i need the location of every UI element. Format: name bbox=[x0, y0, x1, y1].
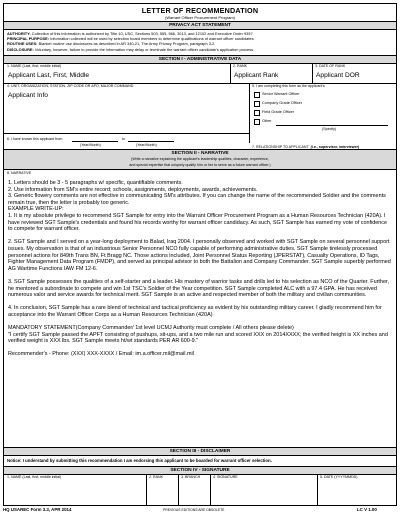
applicant-name-field[interactable]: Applicant Last, First, Middle bbox=[8, 72, 89, 79]
signer-branch-field[interactable] bbox=[179, 481, 209, 503]
narrative-paragraph-1: 1. It is my absolute privilege to recommend SGT Sample for entry into the Warrant Officer Procurement Program as a Human Resources Technician (420A). I have reviewed SGT Sample's credentials and found his records worthy for warrant officer candidacy. As such, SGT Sample has earned my vote of confidence to compete for warrant officer. bbox=[8, 212, 388, 233]
rank-label: 2. RANK bbox=[233, 64, 247, 68]
form-title: LETTER OF RECOMMENDATION bbox=[141, 6, 259, 15]
field-grade-officer-label: Field Grade Officer bbox=[262, 110, 295, 114]
section-1-band: SECTION I - ADMINISTRATIVE DATA bbox=[4, 56, 396, 63]
obsolete-notice: PREVIOUS EDITIONS ARE OBSOLETE bbox=[163, 508, 225, 512]
date-of-rank-label: 3. DATE OF RANK bbox=[315, 64, 346, 68]
company-grade-officer-checkbox[interactable] bbox=[254, 101, 260, 107]
completing-as-label: 5. I am completing this form as the applicant's bbox=[252, 84, 325, 88]
section-3-band: SECTION III - DISCLAIMER bbox=[4, 448, 396, 455]
form-subtitle: (Warrant Officer Procurement Program) bbox=[164, 15, 236, 20]
narrative-instructions: (Write a narrative explaining the applicant's leadership qualities, character, experience, and special expertise that uniquely qualify him or her to serve as a future warrant officer.) bbox=[4, 157, 396, 169]
date-label: 5. DATE (YYYYMMDD) bbox=[320, 475, 358, 479]
known-from-field[interactable] bbox=[72, 141, 118, 142]
signer-name-field[interactable] bbox=[5, 481, 145, 503]
name-label: 1. NAME (Last, first, middle initial) bbox=[7, 64, 62, 68]
known-to-label: to bbox=[122, 137, 125, 141]
narrative-guidance-3: 3. Generic flowery comments are not effective in communicating SM's attributes. If you can change the name of the recommended Soldier and the comments remain true, then the letter is probably too generic. bbox=[8, 193, 386, 206]
form-border bbox=[3, 3, 397, 506]
other-checkbox[interactable] bbox=[254, 119, 260, 125]
signer-name-label: 1. NAME (Last, first, middle initial) bbox=[7, 475, 62, 479]
company-grade-officer-label: Company Grade Officer bbox=[262, 101, 303, 105]
unit-label: 4. UNIT, ORGANIZATION, STATION, ZIP CODE OR APO, MAJOR COMMAND bbox=[7, 84, 134, 88]
field-grade-officer-checkbox[interactable] bbox=[254, 110, 260, 116]
date-field[interactable] bbox=[318, 481, 394, 503]
applicant-rank-field[interactable]: Applicant Rank bbox=[234, 72, 279, 79]
example-heading: EXAMPLE WRITE-UP: bbox=[8, 206, 64, 213]
signer-rank-label: 2. RANK bbox=[149, 475, 163, 479]
known-from-label: 6. I have known this applicant from bbox=[7, 137, 63, 141]
recommender-contact: Recommender's - Phone: (XXX) XXX-XXXX / Email: im.a.officer.mil@mail.mil bbox=[8, 351, 194, 358]
narrative-field[interactable] bbox=[8, 180, 392, 358]
narrative-paragraph-3: 3. SGT Sample possesses the qualities of a self-starter and a leader. His mastery of warrior tasks and drills led to his selection as NCO of the Quarter. Further, he mentored a subordinate to compete and win 1st TSC's Soldier of the Year competition. SGT Sample completed ALC with a 97.4 GPA. He has received numerous valor and service awards for technical merit. SGT Sample is an active and respected member of both the military and civilian communities. bbox=[8, 278, 389, 299]
signature-field[interactable] bbox=[211, 481, 316, 503]
applicant-unit-field[interactable]: Applicant Info bbox=[8, 92, 48, 99]
senior-warrant-officer-label: Senior Warrant Officer bbox=[262, 92, 300, 96]
mandatory-statement: "I certify SGT Sample passed the APFT consisting of pushups, sit-ups, and a two mile run and scored XXX on 2014XXXX; the verified height is XX inches and verified weight is XXX lbs. SGT Sample meets ht/wt standards PER AR 600-9." bbox=[8, 331, 388, 345]
to-year-month-caption: (Year/Month) bbox=[136, 143, 157, 147]
applicant-dor-field[interactable]: Applicant DOR bbox=[316, 72, 360, 79]
from-year-month-caption: (Year/Month) bbox=[80, 143, 101, 147]
section-2-band: SECTION II - NARRATIVE bbox=[4, 150, 396, 157]
disclaimer-text: Notice: I understand by submitting this recommendation I am endorsing this applicant to be boarded for warrant officer selection. bbox=[7, 458, 272, 463]
section-4-band: SECTION IV - SIGNATURE bbox=[4, 467, 396, 474]
form-page bbox=[3, 3, 397, 515]
privacy-act-statement: AUTHORITY: Collection of this information is authorized by Title 10, USC, Sections 503, 555, 566, 3013, and 12102 and Executive Order 9397. PRINCIPAL PURPOSE: Information collected will be used by selection board members to determine qualifications of warrant officer candidates. ROUTINE USES: Blanket routine use disclosures as described in AR 340-21, The Army Privacy Program, paragraph 3-2. DISCLOSURE: Voluntary, however, failure to provide the information may delay or terminate the warrant officer candidate's application process. bbox=[7, 31, 255, 52]
signer-rank-field[interactable] bbox=[147, 481, 177, 503]
known-to-field[interactable] bbox=[128, 141, 174, 142]
other-specify-field[interactable] bbox=[276, 125, 388, 126]
narrative-guidance-1: 1. Letters should be 3 - 5 paragraphs w/ specific, quantifiable comments. bbox=[8, 180, 183, 186]
senior-warrant-officer-checkbox[interactable] bbox=[254, 92, 260, 98]
privacy-act-band: PRIVACY ACT STATEMENT bbox=[4, 22, 396, 29]
specify-caption: (Specify) bbox=[322, 127, 337, 131]
mandatory-statement-heading: MANDATORY STATEMENT(Company Commander/ 1st level UCMJ Authority must complete / All others please delete) bbox=[8, 325, 294, 332]
form-number: HQ USAREC Form 3.3, APR 2014 bbox=[3, 507, 72, 512]
signature-label: 4. SIGNATURE bbox=[213, 475, 238, 479]
narrative-paragraph-2: 2. SGT Sample and I served on a year-long deployment to Balad, Iraq 2004. I personally observed and worked with SGT Sample on several personnel support issues. My observation is that of an industrious Senior Personnel NCO fully capable of performing administrative duties. SGT Sample tirelessly processed personnel actions for 849th Trans BN, Ft Bragg NC. Those actions included, Joint Personnel Status Reporting (JPERSTAT), Casualty Operations, ID Tags, Fighter Management Data Program (FMDP), and served as principal advisor to both the Battalion and Company Commander. SGT Sample superbly performed AG Wartime Functions IAW FM 12-6. bbox=[8, 239, 391, 272]
relationship-label: 7. RELATIONSHIP TO APPLICANT (i.e., supervisor, interviewer) bbox=[252, 145, 360, 149]
signer-branch-label: 3. BRANCH bbox=[181, 475, 201, 479]
narrative-paragraph-4: 4. In conclusion, SGT Sample has a rare blend of technical and tactical proficiency as evident by his outstanding military career. I gladly recommend him for acceptance into the Warrant Officer Corps as a Human Resources Technician (420A) bbox=[8, 305, 382, 318]
narrative-guidance-2: 2. Use information from SM's entire record; schools, assignments, deployments, awards, achievements. bbox=[8, 186, 258, 193]
other-label: Other bbox=[262, 119, 272, 123]
narrative-label: 8. NARRATIVE bbox=[7, 171, 32, 175]
form-version: LC V 1.00 bbox=[357, 507, 377, 512]
